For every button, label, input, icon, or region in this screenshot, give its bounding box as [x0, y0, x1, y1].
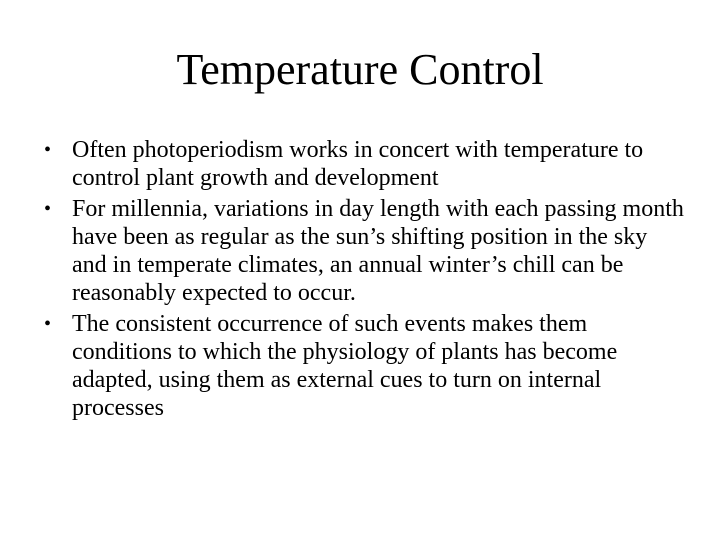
bullet-icon: • [44, 313, 52, 335]
slide-title: Temperature Control [176, 45, 544, 94]
bullet-icon: • [44, 198, 52, 220]
bullet-item [36, 310, 686, 422]
bullet-icon: • [44, 139, 52, 161]
bullet-text: Often photoperiodism works in concert with temperature to control plant growth and development [72, 137, 644, 191]
bullet-item [36, 136, 686, 192]
bullet-list [36, 136, 686, 425]
bullet-item [36, 195, 686, 307]
bullet-text: For millennia, variations in day length with each passing month have been as regular as the sun’s shifting position in the sky and in temperate climates, an annual winter’s chill can be reasonably expected to occur. [72, 196, 684, 306]
bullet-text: The consistent occurrence of such events makes them conditions to which the physiology of plants has become adapted, using them as external cues to turn on internal processes [72, 311, 618, 421]
